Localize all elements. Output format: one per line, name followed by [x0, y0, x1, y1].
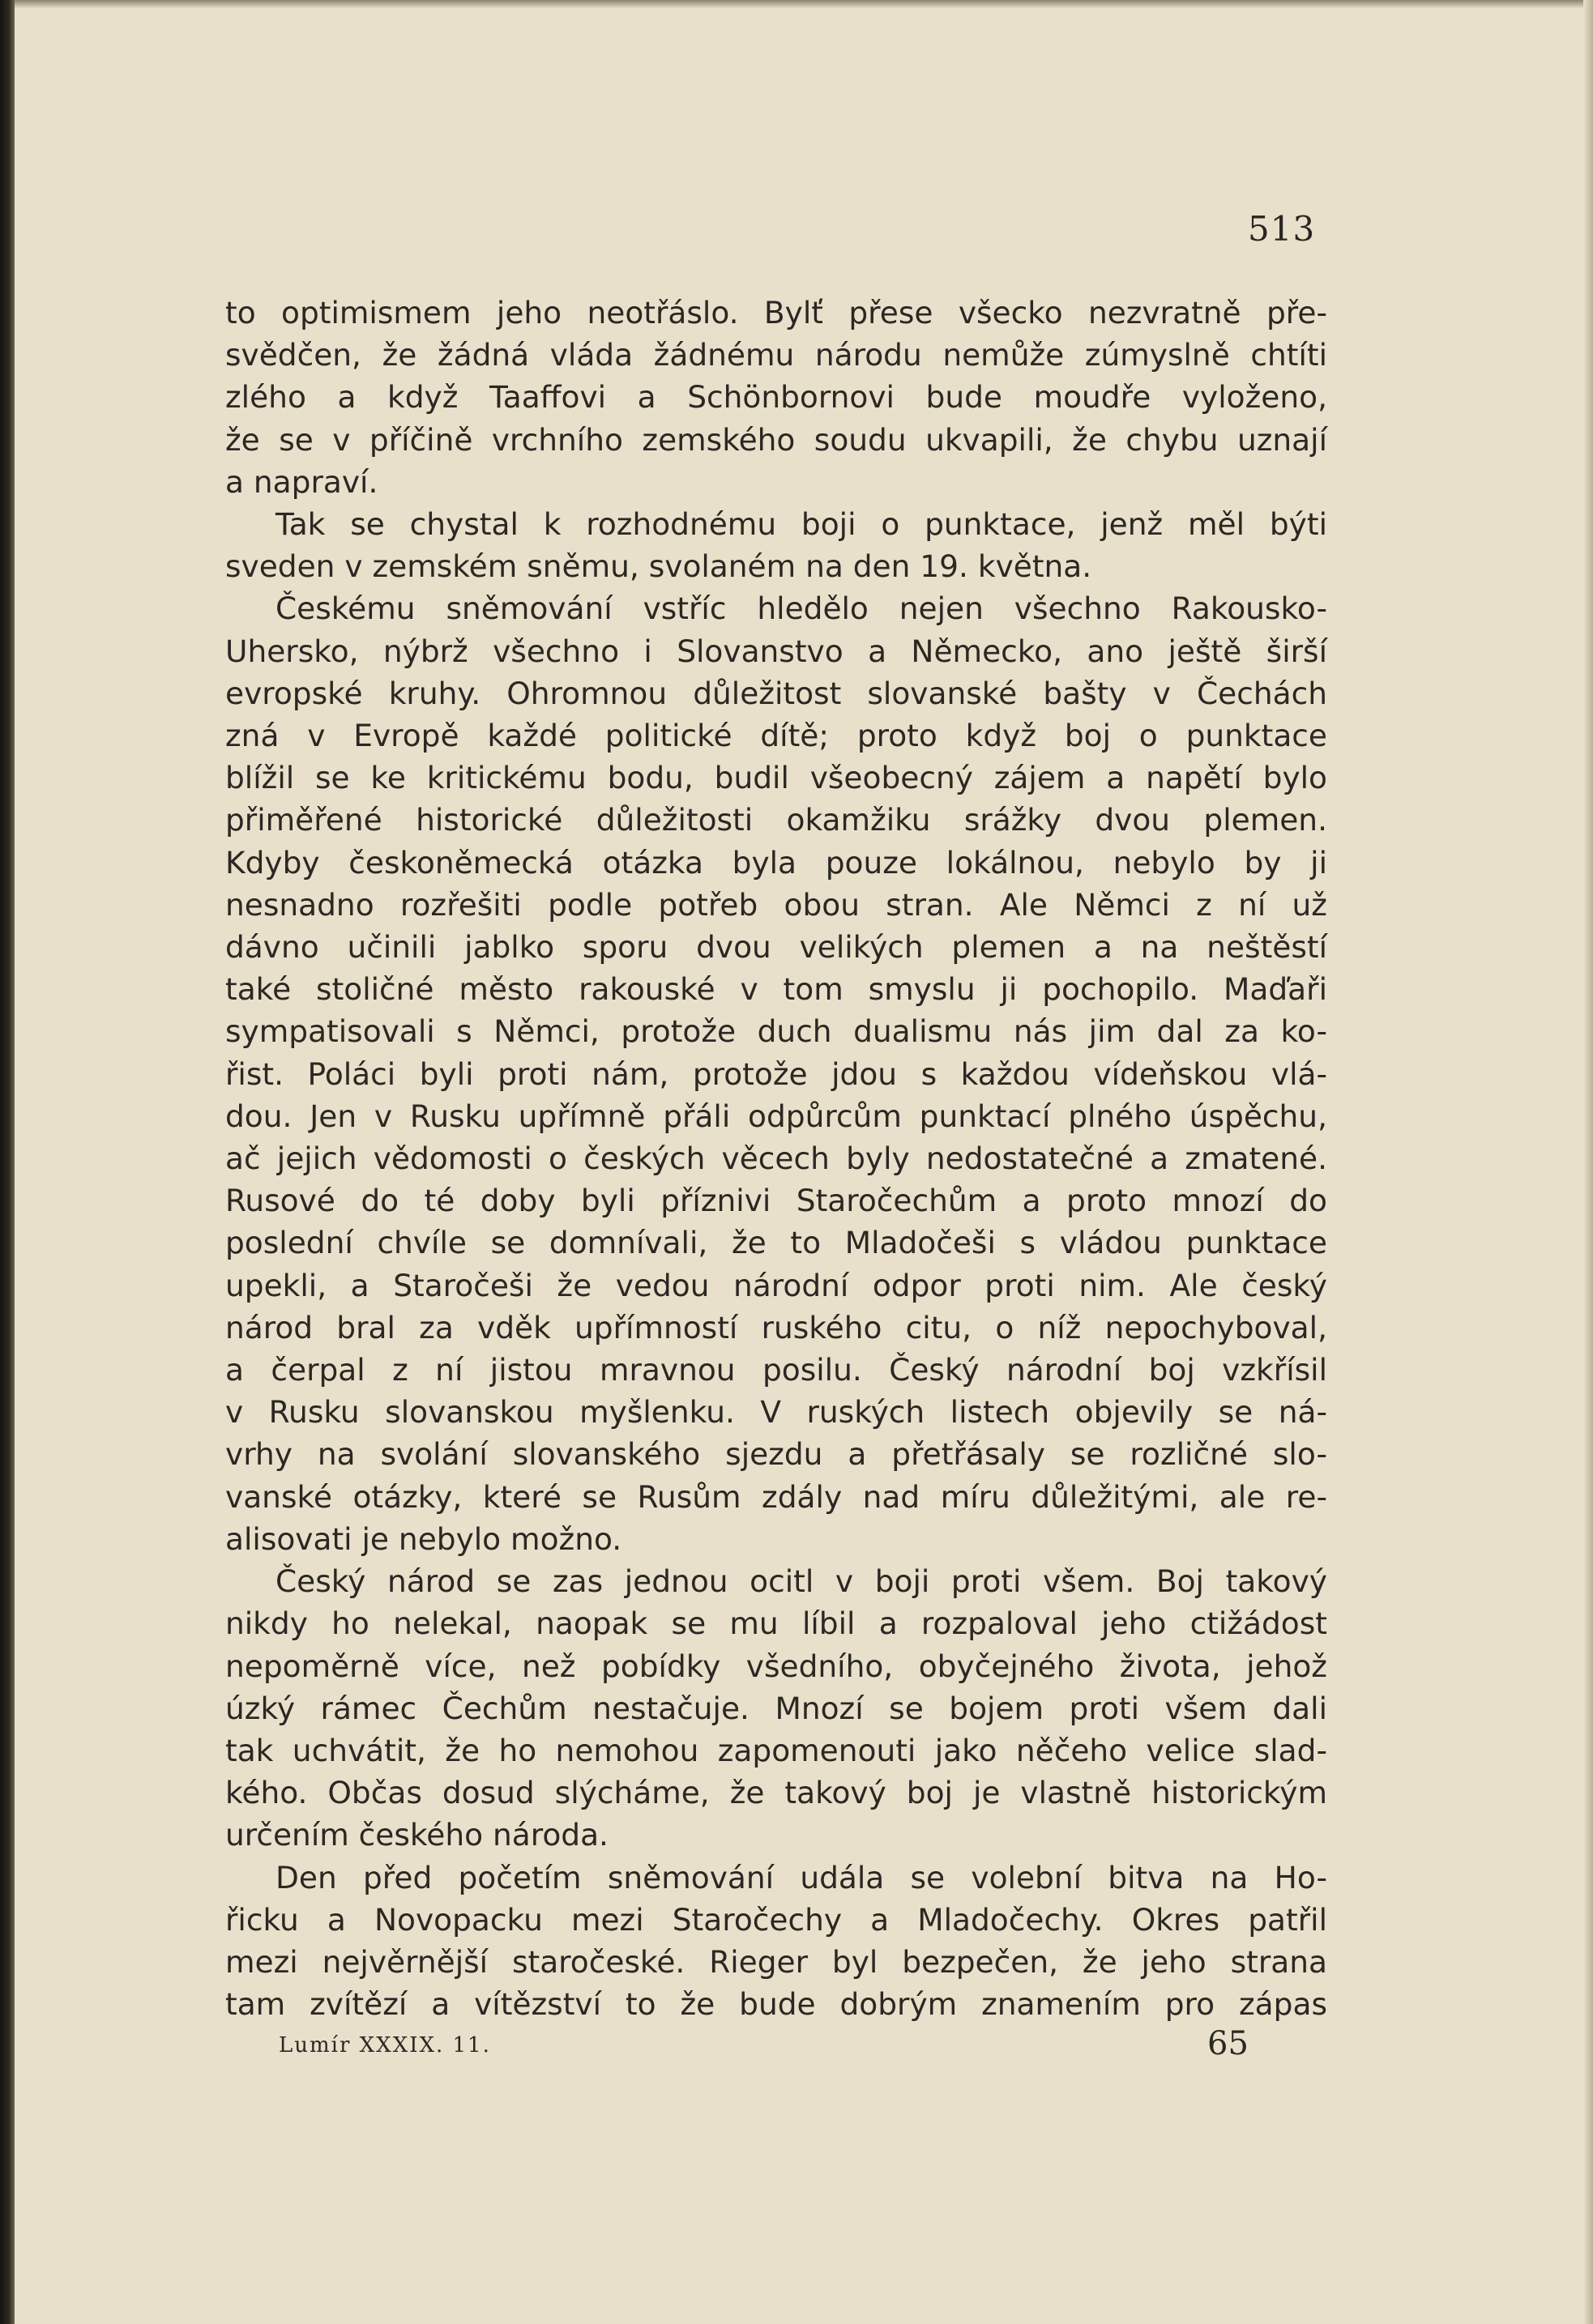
text-line: Český národ se zas jednou ocitl v boji proti všem. Boj takový — [275, 1563, 1327, 1600]
text-line: v Rusku slovanskou myšlenku. V ruských listech objevily se ná- — [225, 1394, 1327, 1431]
text-line: alisovati je nebylo možno. — [225, 1520, 622, 1557]
text-line: upekli, a Staročeši že vedou národní odpor proti nim. Ale český — [225, 1267, 1327, 1303]
text-line: kého. Občas dosud slýcháme, že takový boj je vlastně historickým — [225, 1775, 1327, 1811]
text-line: dou. Jen v Rusku upřímně přáli odpůrcům punktací plného úspěchu, — [225, 1098, 1327, 1134]
page-footer — [225, 2025, 1327, 2066]
text-line: evropské kruhy. Ohromnou důležitost slovanské bašty v Čechách — [225, 675, 1327, 711]
text-line: nikdy ho nelekal, naopak se mu líbil a rozpaloval jeho ctižádost — [225, 1605, 1327, 1642]
text-line: nesnadno rozřešiti podle potřeb obou stran. Ale Němci z ní už — [225, 886, 1327, 923]
text-line: to optimismem jeho neotřáslo. Bylť přese všecko nezvratně pře- — [225, 295, 1327, 330]
text-line: sympatisovali s Němci, protože duch dualismu nás jim dal za ko- — [225, 1013, 1327, 1050]
text-line: Kdyby českoněmecká otázka byla pouze lokálnou, nebylo by ji — [225, 844, 1327, 881]
text-line: tak uchvátit, že ho nemohou zapomenouti jako něčeho velice slad- — [225, 1732, 1327, 1768]
text-line: svědčen, že žádná vláda žádnému národu nemůže zúmyslně chtíti — [225, 337, 1327, 373]
text-line: tam zvítězí a vítězství to že bude dobrým znamením pro zápas — [225, 1986, 1327, 2023]
text-line: řicku a Novopacku mezi Staročechy a Mladočechy. Okres patřil — [225, 1901, 1327, 1938]
text-line: blížil se ke kritickému bodu, budil všeobecný zájem a napětí bylo — [225, 760, 1327, 796]
text-line: ač jejich vědomosti o českých věcech byly nedostatečné a zmatené. — [225, 1141, 1327, 1177]
text-line: také stoličné město rakouské v tom smyslu ji pochopilo. Maďaři — [225, 971, 1327, 1008]
text-line: poslední chvíle se domnívali, že to Mladočeši s vládou punktace — [225, 1225, 1327, 1261]
text-line: Českému sněmování vstříc hledělo nejen všechno Rakousko- — [275, 591, 1327, 627]
text-line: Den před početím sněmování udála se volební bitva na Ho- — [275, 1859, 1327, 1895]
sheet-number: 65 — [1207, 2025, 1249, 2062]
text-line: sveden v zemském sněmu, svolaném na den 19. května. — [225, 548, 1092, 585]
text-line: a čerpal z ní jistou mravnou posilu. Český národní boj vzkřísil — [225, 1352, 1327, 1388]
printer-signature-mark: Lumír XXXIX. 11. — [279, 2033, 491, 2057]
text-line: úzký rámec Čechům nestačuje. Mnozí se bojem proti všem dali — [225, 1690, 1327, 1726]
text-line: národ bral za vděk upřímností ruského citu, o níž nepochyboval, — [225, 1309, 1327, 1345]
text-line: vrhy na svolání slovanského sjezdu a přetřásaly se rozličné slo- — [225, 1436, 1327, 1473]
text-line: Uhersko, nýbrž všechno i Slovanstvo a Německo, ano ještě širší — [225, 633, 1327, 669]
page-right-edge — [1583, 0, 1593, 2324]
page-number: 513 — [1248, 209, 1316, 249]
text-line: Rusové do té doby byli příznivi Staročechům a proto mnozí do — [225, 1183, 1327, 1219]
text-line: a napraví. — [225, 463, 378, 500]
text-line: určením českého národa. — [225, 1817, 609, 1853]
body-text — [225, 292, 1327, 2025]
text-line: vanské otázky, které se Rusům zdály nad míru důležitými, ale re- — [225, 1478, 1327, 1515]
book-binding-edge — [0, 0, 15, 2324]
text-line: zná v Evropě každé politické dítě; proto když boj o punktace — [225, 718, 1327, 754]
page-top-edge — [15, 0, 1593, 8]
text-line: přiměřené historické důležitosti okamžiku srážky dvou plemen. — [225, 802, 1327, 838]
text-line: zlého a když Taaffovi a Schönbornovi bude moudře vyloženo, — [225, 379, 1327, 416]
text-line: že se v příčině vrchního zemského soudu ukvapili, že chybu uznají — [225, 421, 1327, 458]
text-line: Tak se chystal k rozhodnému boji o punktace, jenž měl býti — [275, 506, 1327, 543]
text-line: nepoměrně více, než pobídky všedního, obyčejného života, jehož — [225, 1648, 1327, 1684]
text-line: dávno učinili jablko sporu dvou velikých plemen a na neštěstí — [225, 929, 1327, 966]
text-line: řist. Poláci byli proti nám, protože jdou s každou vídeňskou vlá- — [225, 1055, 1327, 1092]
text-line: mezi nejvěrnější staročeské. Rieger byl bezpečen, že jeho strana — [225, 1943, 1327, 1980]
